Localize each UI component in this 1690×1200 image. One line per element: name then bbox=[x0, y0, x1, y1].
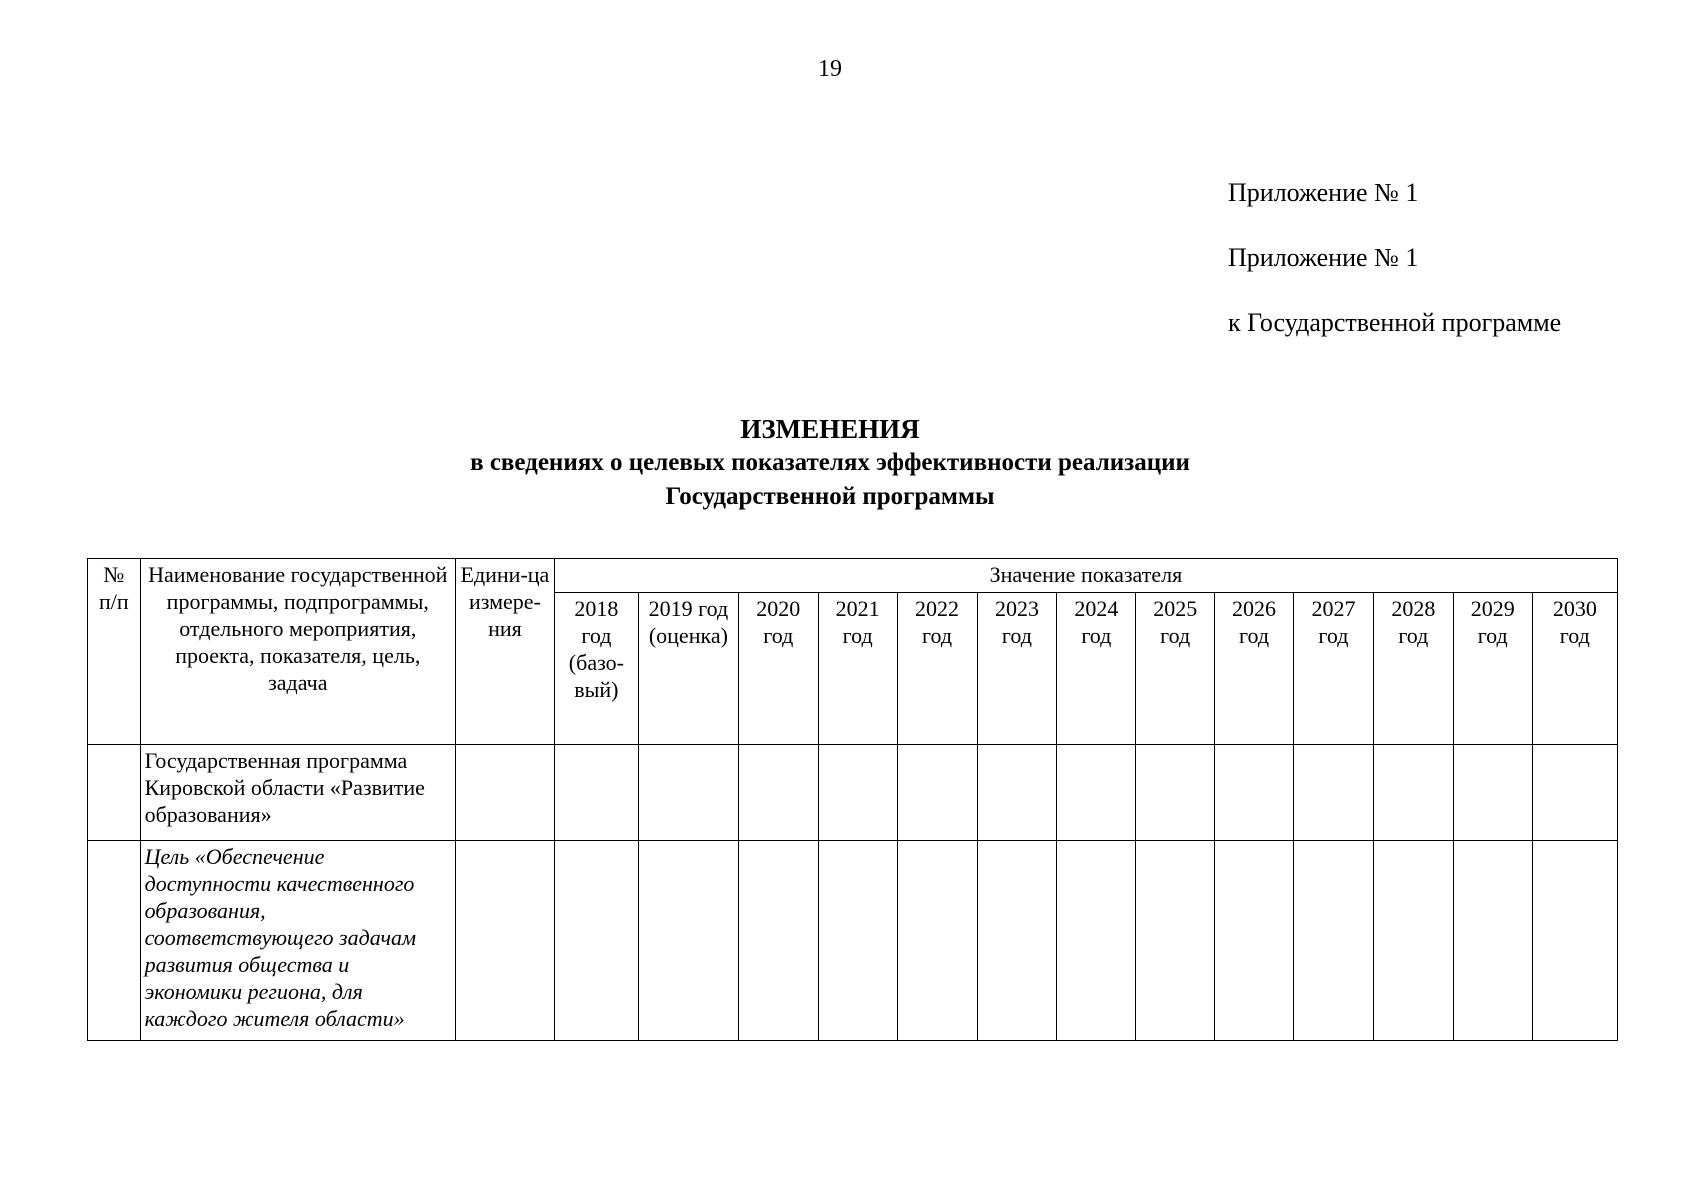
row-value-2023 bbox=[977, 745, 1057, 841]
row-value-2030 bbox=[1532, 745, 1617, 841]
row-value-2020 bbox=[738, 841, 818, 1041]
header-year-2022: 2022 год bbox=[897, 593, 977, 745]
header-year-2026: 2026 год bbox=[1215, 593, 1294, 745]
document-title bbox=[0, 412, 1660, 514]
row-unit bbox=[456, 745, 555, 841]
header-year-2029: 2029 год bbox=[1453, 593, 1532, 745]
row-unit bbox=[456, 841, 555, 1041]
row-value-2024 bbox=[1057, 745, 1136, 841]
header-year-2023: 2023 год bbox=[977, 593, 1057, 745]
header-year-2018: 2018 год (базо-вый) bbox=[554, 593, 638, 745]
appendix-reference: к Государственной программе bbox=[1228, 308, 1562, 337]
appendix-label: Приложение № 1 bbox=[1228, 178, 1419, 207]
row-value-2023 bbox=[977, 841, 1057, 1041]
header-year-2024: 2024 год bbox=[1057, 593, 1136, 745]
row-number bbox=[88, 841, 141, 1041]
row-number bbox=[88, 745, 141, 841]
row-value-2021 bbox=[818, 745, 897, 841]
header-year-2028: 2028 год bbox=[1373, 593, 1453, 745]
row-value-2022 bbox=[897, 841, 977, 1041]
row-value-2020 bbox=[738, 745, 818, 841]
table-header-row bbox=[88, 559, 1618, 593]
row-value-2018 bbox=[554, 745, 638, 841]
header-year-2020: 2020 год bbox=[738, 593, 818, 745]
header-year-2019: 2019 год (оценка) bbox=[638, 593, 738, 745]
row-value-2024 bbox=[1057, 841, 1136, 1041]
table-row bbox=[88, 841, 1618, 1041]
row-value-2028 bbox=[1373, 841, 1453, 1041]
row-value-2028 bbox=[1373, 745, 1453, 841]
header-unit: Едини-ца измере-ния bbox=[456, 559, 555, 745]
row-value-2025 bbox=[1136, 841, 1215, 1041]
indicators-table bbox=[87, 558, 1618, 1041]
title-subtitle-line1: в сведениях о целевых показателях эффективности реализации bbox=[470, 449, 1190, 476]
row-value-2026 bbox=[1215, 841, 1294, 1041]
row-name: Государственная программа Кировской области «Развитие образования» bbox=[140, 745, 455, 841]
row-value-2029 bbox=[1453, 745, 1532, 841]
page-number: 19 bbox=[818, 56, 842, 82]
row-value-2029 bbox=[1453, 841, 1532, 1041]
header-year-2027: 2027 год bbox=[1293, 593, 1373, 745]
header-year-2030: 2030 год bbox=[1532, 593, 1617, 745]
title-main: ИЗМЕНЕНИЯ bbox=[740, 414, 920, 444]
row-value-2022 bbox=[897, 745, 977, 841]
row-value-2018 bbox=[554, 841, 638, 1041]
row-value-2021 bbox=[818, 841, 897, 1041]
appendix-label-repeat: Приложение № 1 bbox=[1228, 243, 1419, 272]
header-number: № п/п bbox=[88, 559, 141, 745]
header-year-2021: 2021 год bbox=[818, 593, 897, 745]
header-value-group: Значение показателя bbox=[554, 559, 1617, 593]
row-value-2027 bbox=[1293, 841, 1373, 1041]
row-value-2019 bbox=[638, 841, 738, 1041]
row-name: Цель «Обеспечение доступности качественного образования, соответствующего задачам развития общества и экономики региона, для каждого жителя области» bbox=[140, 841, 455, 1041]
row-value-2025 bbox=[1136, 745, 1215, 841]
title-subtitle-line2: Государственной программы bbox=[665, 483, 995, 510]
row-value-2026 bbox=[1215, 745, 1294, 841]
table-row bbox=[88, 745, 1618, 841]
row-value-2027 bbox=[1293, 745, 1373, 841]
row-value-2019 bbox=[638, 745, 738, 841]
header-year-2025: 2025 год bbox=[1136, 593, 1215, 745]
header-name: Наименование государственной программы, подпрограммы, отдельного мероприятия, проекта, показателя, цель, задача bbox=[140, 559, 455, 745]
row-value-2030 bbox=[1532, 841, 1617, 1041]
